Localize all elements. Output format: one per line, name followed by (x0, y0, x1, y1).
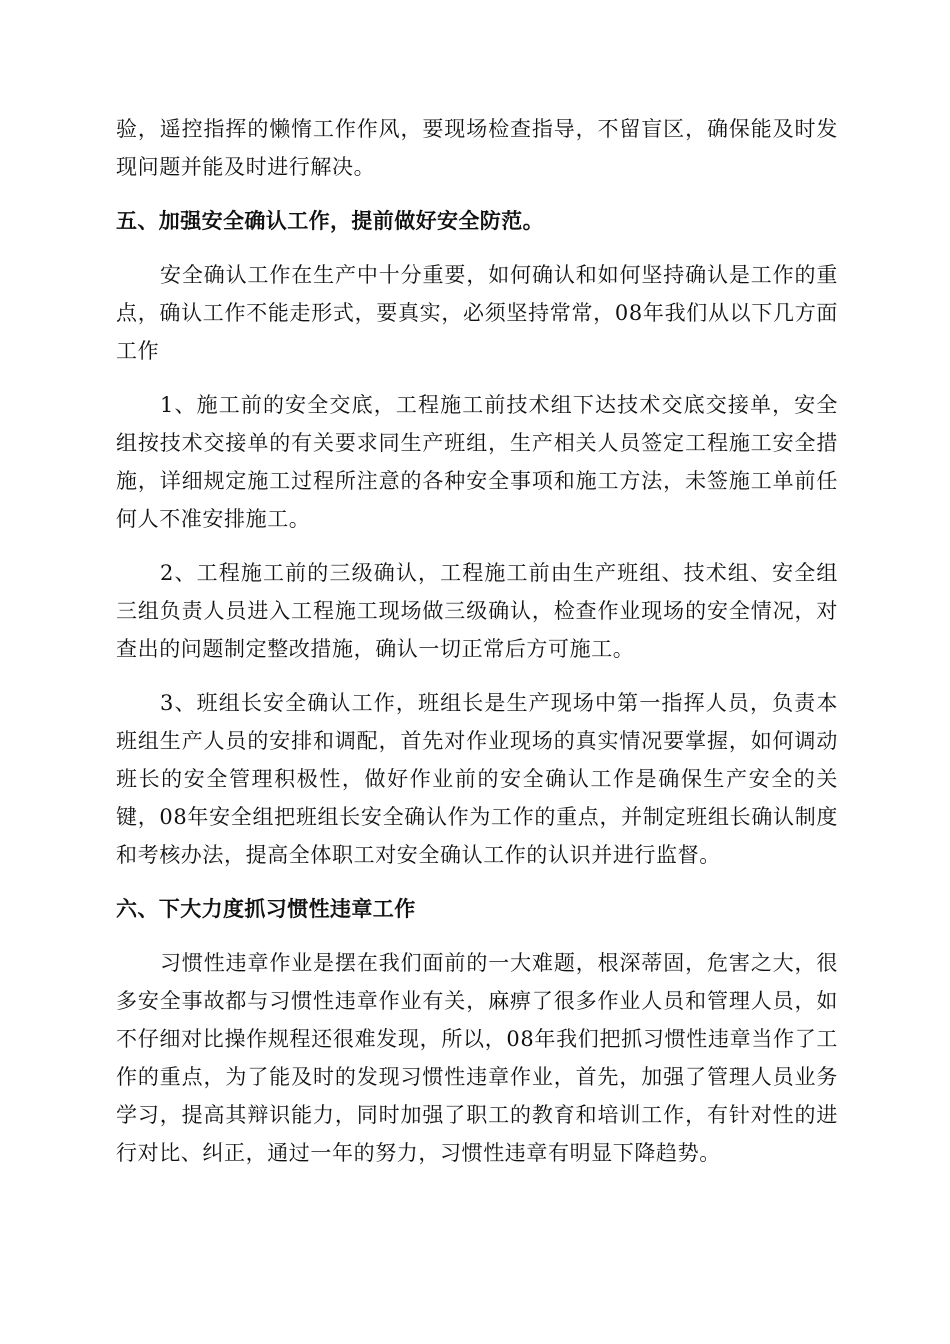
paragraph-section5-item2: 2、工程施工前的三级确认，工程施工前由生产班组、技术组、安全组三组负责人员进入工程施工现场做三级确认，检查作业现场的安全情况，对查出的问题制定整改措施，确认一切正常后方可施工。 (116, 561, 838, 661)
section-heading-6: 六、下大力度抓习惯性违章工作 (116, 897, 416, 921)
paragraph-section5-item1: 1、施工前的安全交底，工程施工前技术组下达技术交底交接单，安全组按技术交接单的有关要求同生产班组，生产相关人员签定工程施工安全措施，详细规定施工过程所注意的各种安全事项和施工方法，未签施工单前任何人不准安排施工。 (116, 393, 838, 531)
paragraph-section5-intro: 安全确认工作在生产中十分重要，如何确认和如何坚持确认是工作的重点，确认工作不能走形式，要真实，必须坚持常常，08年我们从以下几方面工作 (116, 263, 838, 363)
paragraph-section6-body: 习惯性违章作业是摆在我们面前的一大难题，根深蒂固，危害之大，很多安全事故都与习惯性违章作业有关，麻痹了很多作业人员和管理人员，如不仔细对比操作规程还很难发现，所以，08年我们把抓习惯性违章当作了工作的重点，为了能及时的发现习惯性违章作业，首先，加强了管理人员业务学习，提高其辩识能力，同时加强了职工的教育和培训工作，有针对性的进行对比、纠正，通过一年的努力，习惯性违章有明显下降趋势。 (116, 951, 838, 1165)
section-heading-5: 五、加强安全确认工作，提前做好安全防范。 (116, 209, 544, 233)
paragraph-section5-item3: 3、班组长安全确认工作，班组长是生产现场中第一指挥人员，负责本班组生产人员的安排和调配，首先对作业现场的真实情况要掌握，如何调动班长的安全管理积极性，做好作业前的安全确认工作是确保生产安全的关键，08年安全组把班组长安全确认作为工作的重点，并制定班组长确认制度和考核办法，提高全体职工对安全确认工作的认识并进行监督。 (116, 691, 838, 867)
paragraph-continuation: 验，遥控指挥的懒惰工作作风，要现场检查指导，不留盲区，确保能及时发现问题并能及时进行解决。 (116, 117, 838, 179)
